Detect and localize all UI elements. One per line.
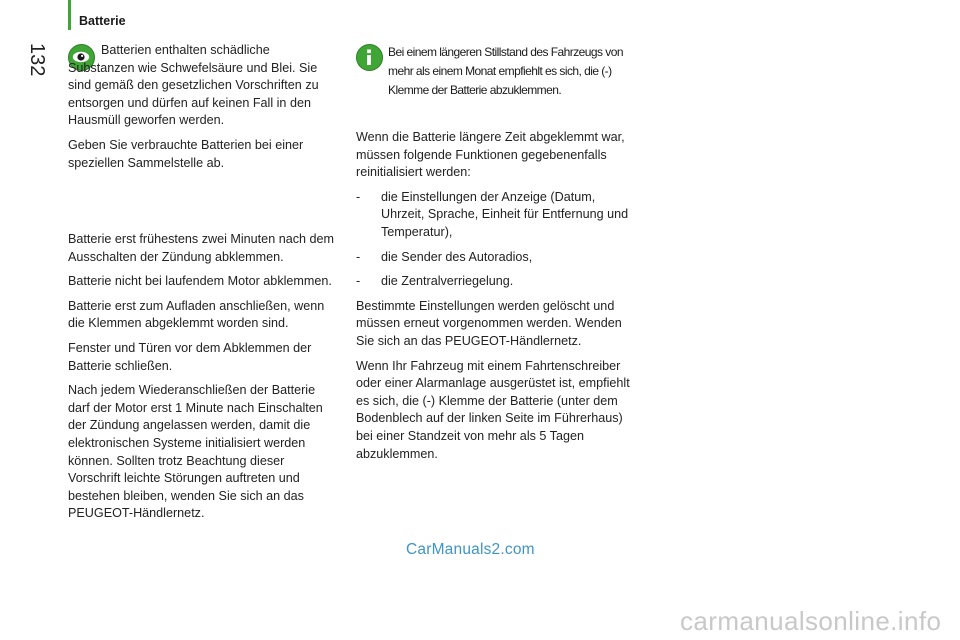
environment-note-paragraph2: Geben Sie verbrauchte Batterien bei einer speziellen Sammelstelle ab. <box>68 137 304 170</box>
warning-item: Fenster und Türen vor dem Abklemmen der Batterie schließen. <box>68 340 312 373</box>
list-item-text: die Zentralverriegelung. <box>381 274 514 289</box>
warning-item: Nach jedem Wiederanschließen der Batterie darf der Motor erst 1 Minute nach Einschalten der Zündung angelassen werden, damit die elektronischen Systeme initialisiert werden können. Sollten trotz Beachtung dieser Vorschrift leichte Störungen auftreten und bestehen bleiben, wenden Sie sich an das PEUGEOT-Händlernetz. <box>68 383 323 521</box>
tachograph-note: Wenn Ihr Fahrzeug mit einem Fahrtenschreiber oder einer Alarmanlage ausgerüstet ist, empfiehlt es sich, die (-) Klemme der Batterie (unter dem Bodenblech auf der linken Seite im Führerhaus) bei einer Standzeit von mehr als 5 Tagen abzuklemmen. <box>356 358 630 461</box>
list-dash: - <box>356 274 361 289</box>
reinit-intro: Wenn die Batterie längere Zeit abgeklemmt war, müssen folgende Funktionen gegebenenfalls reinitialisiert werden: <box>356 130 625 180</box>
warning-item: Batterie nicht bei laufendem Motor abklemmen. <box>68 274 332 289</box>
reinit-block <box>356 129 632 470</box>
environment-note <box>68 42 340 179</box>
list-item <box>356 273 632 291</box>
section-accent-bar <box>68 0 71 30</box>
environment-note-line2: Substanzen wie Schwefelsäure und Blei. Sie sind gemäß den gesetzlichen Vorschriften zu entsorgen und dürfen auf keinen Fall in den Hausmüll geworfen werden. <box>68 60 319 128</box>
section-title: Batterie <box>79 14 126 28</box>
list-item-text: die Sender des Autoradios, <box>381 249 533 264</box>
list-item <box>356 249 632 267</box>
environment-note-line1: Batterien enthalten schädliche <box>101 43 270 57</box>
warning-item: Batterie erst frühestens zwei Minuten nach dem Ausschalten der Zündung abklemmen. <box>68 232 334 264</box>
watermark-footer: carmanualsonline.info <box>680 606 942 636</box>
list-dash: - <box>356 249 361 264</box>
list-item <box>356 189 632 242</box>
warnings-block <box>68 231 340 530</box>
list-dash: - <box>356 189 361 204</box>
info-note: Bei einem längeren Stillstand des Fahrzeugs von mehr als einem Monat empfiehlt es sich, die (-) Klemme der Batterie abzuklemmen. <box>388 45 623 97</box>
info-icon <box>356 44 383 71</box>
list-item-text: die Einstellungen der Anzeige (Datum, Uhrzeit, Sprache, Einheit für Entfernung und Temperatur), <box>381 189 629 239</box>
warning-item: Batterie erst zum Aufladen anschließen, wenn die Klemmen abgeklemmt worden sind. <box>68 298 325 331</box>
page-number: 132 <box>26 43 48 77</box>
watermark-link[interactable]: CarManuals2.com <box>406 541 535 558</box>
reinit-after: Bestimmte Einstellungen werden gelöscht und müssen erneut vorgenommen werden. Wenden Sie sich an das PEUGEOT-Händlernetz. <box>356 298 622 348</box>
